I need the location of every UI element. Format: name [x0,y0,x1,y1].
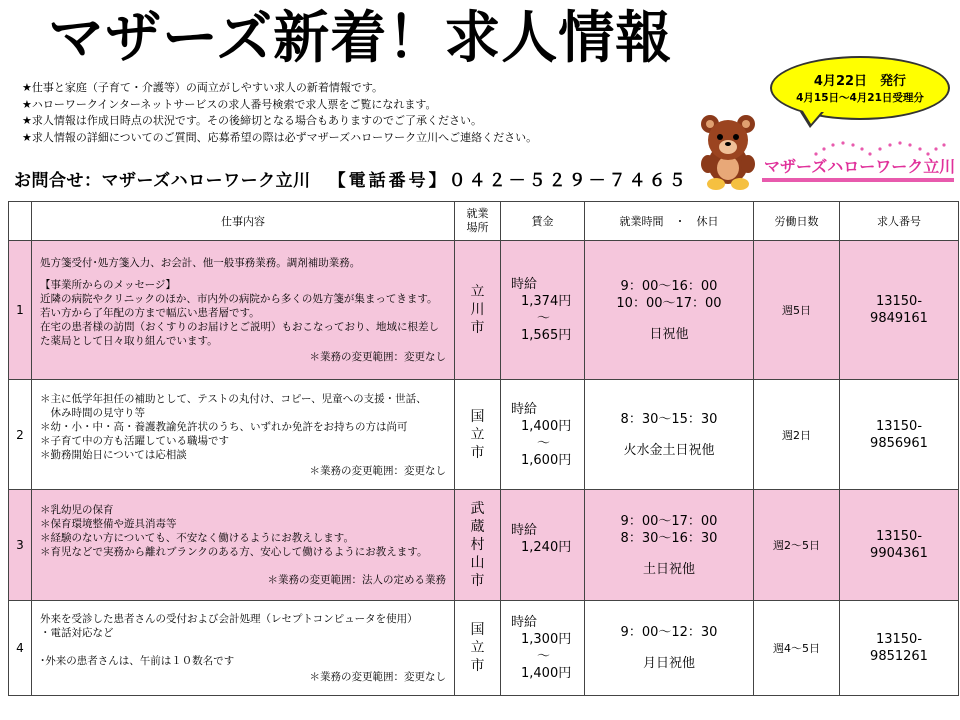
table-row [9,380,959,490]
work-description [32,241,455,380]
header-place [455,202,501,241]
job-table [8,201,959,696]
holidays: 火水金土日祝他 [623,442,715,458]
work-days: 週2日 [754,380,840,490]
wage-high: 1,600円 [521,452,572,468]
wage [501,601,585,696]
work-line: ＊勤務開始日については応相談 [40,448,187,461]
place-char: 立 [470,426,485,443]
issue-bubble [770,56,950,120]
change-scope: ＊業務の変更範囲：変更なし [309,464,446,477]
received-range: 4月15日～4月21日受理分 [796,92,924,104]
work-description [32,601,455,696]
issue-date: 4月22日 発行 [813,74,907,89]
place-char: 市 [470,320,485,336]
place-char: 立 [470,284,485,300]
header-no [9,202,32,241]
job-number [840,601,959,696]
contact-label: お問合せ：マザーズハローワーク立川 [14,171,311,191]
place-char: 武 [470,501,485,517]
wage-type: 時給 [511,523,538,538]
job-number [840,241,959,380]
header-hours: 就業時間 ・ 休日 [585,202,754,241]
work-line: ＊育児などで実務から離れブランクのある方、安心して働けるようにお教えます。 [40,546,428,558]
work-line: ＊乳幼児の保育 [40,504,114,516]
job-number [840,380,959,490]
bubble-tail-fill [803,111,822,124]
hours-line: 10：00～17：00 [616,295,722,311]
wage-tilde: ～ [537,435,551,451]
place-char: 村 [470,537,485,553]
wage [501,490,585,601]
hours-line: 9：00～12：30 [620,625,718,640]
work-line: ・電話対応など [40,627,114,639]
hours-line: 9：00～16：00 [620,278,718,294]
work-place [455,601,501,696]
wage-tilde: ～ [537,311,551,326]
notice-item: ★求人情報は作成日時点の状況です。その後締切となる場合もありますのでご了承ください。 [22,114,482,127]
hours-line: 8：30～15：30 [620,411,718,427]
row-number: 3 [9,490,32,601]
wage-low: 1,300円 [521,632,572,647]
wage-type: 時給 [511,615,538,630]
hours-holidays [585,380,754,490]
change-scope: ＊業務の変更範囲：変更なし [309,671,446,683]
work-days: 週5日 [754,241,840,380]
place-char: 川 [470,302,485,318]
change-scope: ＊業務の変更範囲：変更なし [309,351,446,363]
work-line: 在宅の患者様の訪問（おくすりのお届けとご説明）もおこなっており、地域に根差し [40,321,439,333]
row-number: 1 [9,241,32,380]
header-days: 労働日数 [754,202,840,241]
work-days: 週4～5日 [754,601,840,696]
job-number-part: 13150- [875,529,923,544]
hours-line: 8：30～16：30 [620,530,718,546]
logo [760,138,956,186]
notice-list [22,80,537,146]
work-line: た薬局として日々取り組んでいます。 [40,335,218,347]
work-line: 近隣の病院やクリニックのほか、市内外の病院から多くの処方箋が集まってきます。 [40,293,438,305]
row-number: 2 [9,380,32,490]
hours-holidays [585,601,754,696]
notice-item: ★ハローワークインターネットサービスの求人番号検索で求人票をご覧になれます。 [22,97,437,111]
contact-line [14,166,689,191]
wage-low: 1,374円 [521,294,572,309]
work-line: ＊主に低学年担任の補助として、テストの丸付け、コピー、児童への支援・世話、 [40,392,427,405]
wage-high: 1,400円 [521,666,572,681]
wage [501,380,585,490]
work-line: ＊子育て中の方も活躍している職場です [40,434,229,447]
work-place [455,490,501,601]
work-description [32,380,455,490]
wage-tilde: ～ [537,649,551,664]
holidays: 日祝他 [649,326,689,342]
wage-low: 1,400円 [521,418,572,434]
holidays: 土日祝他 [642,561,695,577]
work-description [32,490,455,601]
job-number [840,490,959,601]
job-number-part: 9904361 [870,546,928,561]
change-scope: ＊業務の変更範囲：法人の定める業務 [267,574,446,586]
table-row [9,601,959,696]
header-wage: 賃金 [501,202,585,241]
wage-type: 時給 [511,277,538,292]
wage-type: 時給 [511,401,538,417]
header-place-text: 就業 場所 [466,207,489,234]
hours-holidays [585,241,754,380]
work-line: 休み時間の見守り等 [40,406,145,419]
wage-high: 1,565円 [521,328,572,343]
job-number-part: 9856961 [870,435,928,451]
work-line [40,640,446,654]
table-row [9,241,959,380]
table-row [9,490,959,601]
work-line: ＊経験のない方についても、不安なく働けるようにお教えします。 [40,532,354,544]
place-char: 市 [470,658,485,674]
hours-holidays [585,490,754,601]
place-char: 蔵 [470,519,485,535]
work-line: 若い方から了年配の方まで幅広い患者層です。 [40,307,260,319]
work-line [40,270,446,278]
work-line: 【事業所からのメッセージ】 [40,279,176,291]
place-char: 市 [470,444,485,461]
work-line: ＊幼・小・中・高・養護教諭免許状のうち、いずれか免許をお持ちの方は尚可 [40,420,408,433]
phone-number: 【電話番号】０４２－５２９－７４６５ [328,171,689,191]
bear-mascot-icon [696,112,760,190]
work-place [455,380,501,490]
table-header-row [9,202,959,241]
job-number-part: 13150- [875,418,923,434]
job-number-part: 9849161 [870,311,928,326]
work-place [455,241,501,380]
notice-item: ★求人情報の詳細についてのご質問、応募希望の際は必ずマザーズハローワーク立川へご連絡ください。 [22,130,538,144]
job-number-part: 9851261 [870,649,928,664]
page-title: マザーズ新着！求人情報 [48,6,673,71]
work-line: 外来を受診した患者さんの受付および会計処理（レセプトコンピュータを使用） [40,613,418,625]
place-char: 国 [470,622,485,638]
place-char: 山 [470,555,485,571]
place-char: 市 [470,573,485,589]
work-line: ･外来の患者さんは、午前は１０数名です [40,655,235,667]
holidays: 月日祝他 [642,656,695,671]
header-work: 仕事内容 [32,202,455,241]
job-number-part: 13150- [875,632,923,647]
wage [501,241,585,380]
work-line: ＊保育環境整備や遊具消毒等 [40,518,177,530]
job-number-part: 13150- [875,294,923,309]
place-char: 立 [470,640,485,656]
header-jobno: 求人番号 [840,202,959,241]
notice-item: ★仕事と家庭（子育て・介護等）の両立がしやすい求人の新着情報です。 [22,81,383,94]
logo-underline [762,178,954,182]
row-number: 4 [9,601,32,696]
work-line: 処方箋受付･処方箋入力、お会計、他一般事務業務。調剤補助業務。 [40,257,361,269]
logo-text: マザーズハローワーク立川 [764,157,956,176]
wage-low: 1,240円 [521,540,572,555]
place-char: 国 [470,408,485,425]
hours-line: 9：00～17：00 [620,513,718,529]
work-days: 週2～5日 [754,490,840,601]
